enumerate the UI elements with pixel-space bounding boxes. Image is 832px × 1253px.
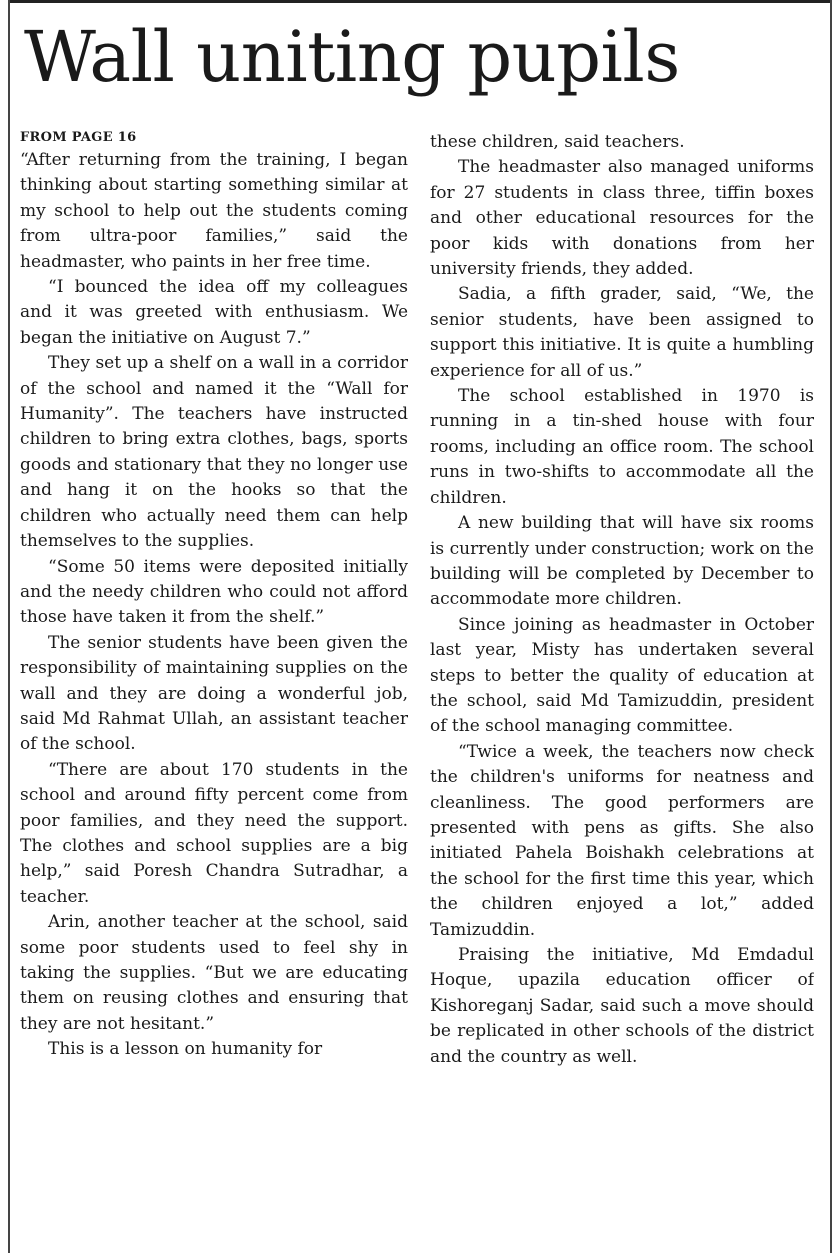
paragraph: A new building that will have six rooms is currently under construction; work on the building will be completed by December to accommodate more children.	[430, 513, 814, 610]
paragraph-continuation: these children, said teachers.	[430, 132, 685, 152]
left-rule	[8, 0, 10, 1253]
paragraph: The senior students have been given the responsibility of maintaining supplies on the wall and they are doing a wonderful job, said Md Rahmat Ullah, an assistant teacher of the school.	[20, 632, 408, 755]
kicker: FROM PAGE 16	[20, 130, 137, 145]
paragraph: This is a lesson on humanity for	[48, 1039, 323, 1060]
paragraph: “After returning from the training, I began thinking about starting something similar at my school to help out the students coming from ultra-poor families,” said the headmaster, who paints in her free time.	[20, 150, 408, 272]
paragraph: The headmaster also managed uniforms for 27 students in class three, tiffin boxes and other educational resources for the poor kids with donations from her university friends, they added.	[430, 157, 814, 280]
headline: Wall uniting pupils	[24, 16, 680, 98]
paragraph: The school established in 1970 is running in a tin-shed house with four rooms, including an office room. The school runs in two-shifts to accommodate all the children.	[430, 386, 814, 508]
left-column	[20, 130, 408, 1250]
paragraph: They set up a shelf on a wall in a corridor of the school and named it the “Wall for Humanity”. The teachers have instructed children to bring extra clothes, bags, sports goods and stationary that they no longer use and hang it on the hooks so that the children who actually need them can help themselves to the supplies.	[20, 353, 408, 552]
paragraph: “Some 50 items were deposited initially and the needy children who could not afford those have taken it from the shelf.”	[20, 556, 408, 628]
paragraph: “There are about 170 students in the school and around fifty percent come from poor families, and they need the support. The clothes and school supplies are a big help,” said Poresh Chandra Sutradhar, a teacher.	[20, 759, 408, 907]
paragraph: “I bounced the idea off my colleagues and it was greeted with enthusiasm. We began the initiative on August 7.”	[20, 277, 408, 348]
top-rule	[8, 0, 832, 3]
right-column	[430, 130, 814, 1250]
paragraph: Arin, another teacher at the school, said some poor students used to feel shy in taking the supplies. “But we are educating them on reusing clothes and ensuring that they are not hesitant.”	[20, 912, 408, 1034]
paragraph: Since joining as headmaster in October last year, Misty has undertaken several steps to better the quality of education at the school, said Md Tamizuddin, president of the school managing committee.	[430, 614, 814, 737]
paragraph: Sadia, a fifth grader, said, “We, the senior students, have been assigned to support this initiative. It is quite a humbling experience for all of us.”	[430, 284, 814, 381]
paragraph: “Twice a week, the teachers now check the children's uniforms for neatness and cleanliness. The good performers are presented with pens as gifts. She also initiated Pahela Boishakh celebrations at the school for the first time this year, which the children enjoyed a lot,” added Tamizuddin.	[430, 741, 814, 940]
paragraph: Praising the initiative, Md Emdadul Hoque, upazila education officer of Kishoreganj Sadar, said such a move should be replicated in other schools of the district and the country as well.	[430, 945, 814, 1067]
